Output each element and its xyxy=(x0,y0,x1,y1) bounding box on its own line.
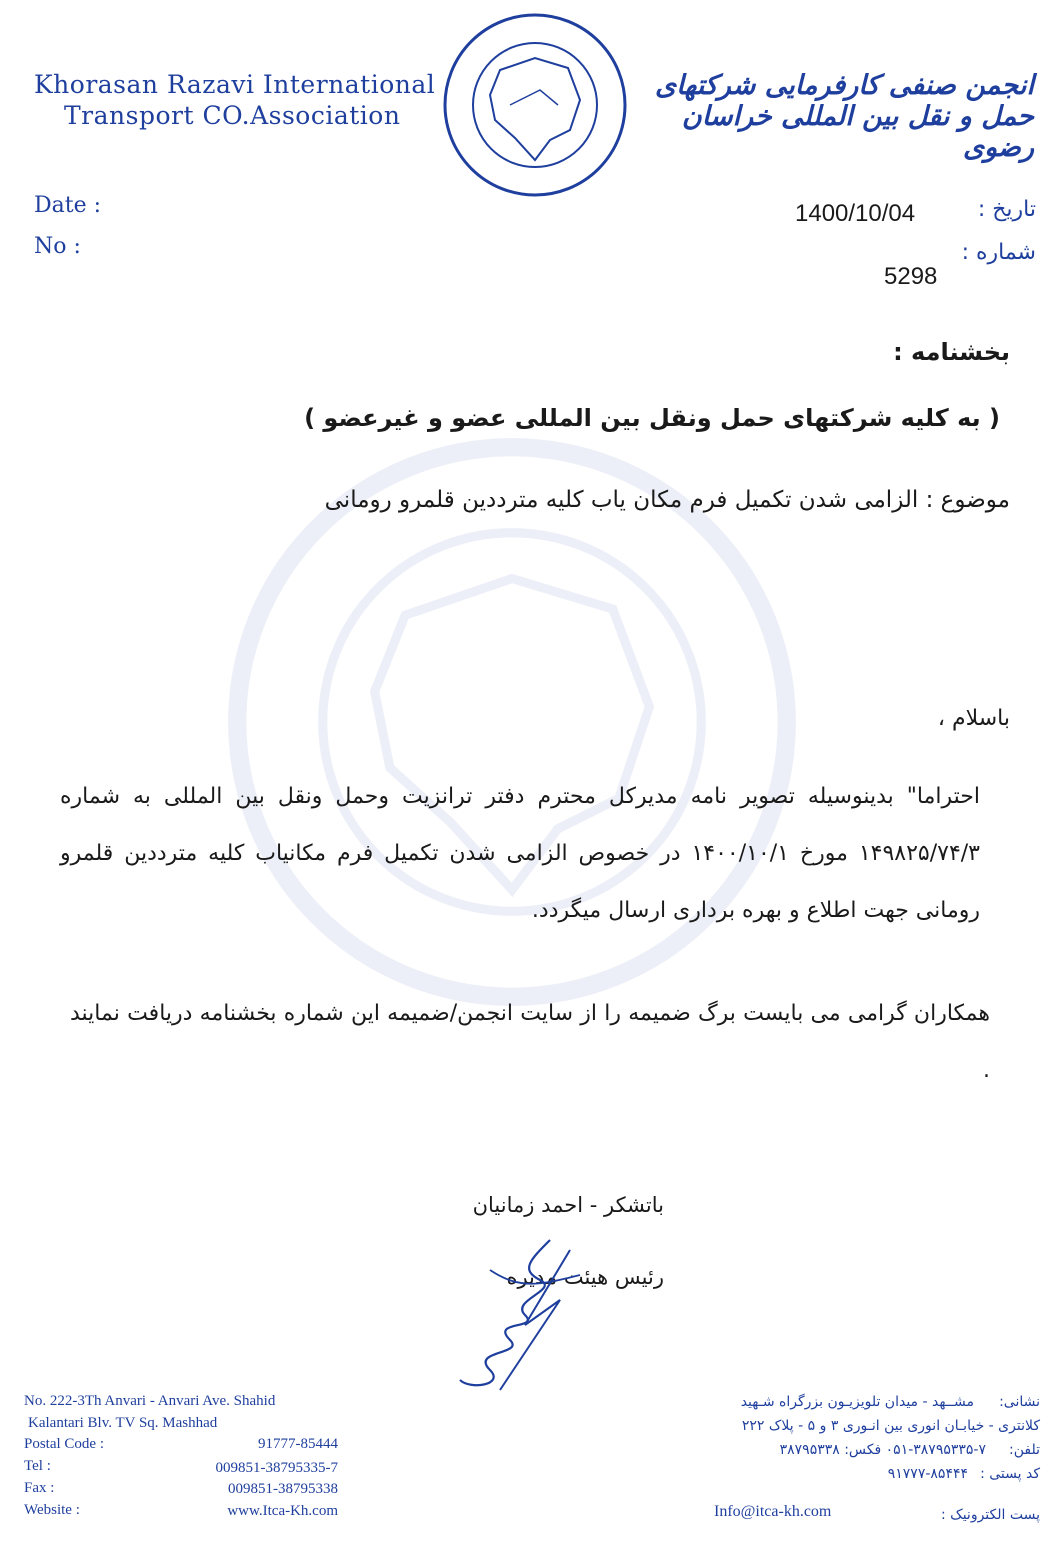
footer-tel-value: 009851-38795335-7 xyxy=(215,1460,338,1476)
footer-email-fa-label: پست الکترونیک : xyxy=(941,1507,1040,1523)
footer-address-fa-line1: مشــهد - میدان تلویزیـون بزرگراه شـهید xyxy=(740,1394,974,1410)
footer-website-label: Website : xyxy=(24,1502,80,1518)
signatory-name: باتشکر - احمد زمانیان xyxy=(472,1193,664,1217)
number-label-fa: شماره : xyxy=(961,240,1036,265)
letter-date: 1400/10/04 xyxy=(795,200,916,227)
footer-address-fa-line2: کلانتری - خیابـان انوری بین انـوری ۳ و ۵ - پلاک ۲۲۲ xyxy=(741,1418,1040,1434)
circular-heading: بخشنامه : xyxy=(893,338,1010,366)
footer-address-en-line2: Kalantari Blv. TV Sq. Mashhad xyxy=(28,1415,218,1431)
greeting: باسلام ، xyxy=(937,706,1010,731)
recipients-line: ( به کلیه شرکتهای حمل ونقل بین المللی عضو و غیرعضو ) xyxy=(304,404,1000,432)
footer-address-fa-label: نشانی: xyxy=(999,1394,1040,1410)
footer-postal-fa-label: کد پستی : xyxy=(980,1466,1040,1482)
letter-number: 5298 xyxy=(884,263,938,290)
org-name-en-line2: Transport CO.Association xyxy=(64,101,401,130)
footer-website-link: www.Itca-Kh.com xyxy=(227,1503,338,1519)
body-paragraph-2: همکاران گرامی می بایست برگ ضمیمه را از سایت انجمن/ضمیمه این شماره بخشنامه دریافت نمایند . xyxy=(70,1001,990,1083)
footer-address-en-line1: No. 222-3Th Anvari - Anvari Ave. Shahid xyxy=(24,1393,276,1409)
subject-line: موضوع : الزامی شدن تکمیل فرم مکان یاب کلیه مترددین قلمرو رومانی xyxy=(324,487,1010,513)
footer-fax-label: Fax : xyxy=(24,1480,55,1496)
footer-postal-label: Postal Code : xyxy=(24,1436,105,1452)
body-paragraph-1: احتراما" بدینوسیله تصویر نامه مدیرکل محترم دفتر ترانزیت وحمل ونقل بین المللی به شماره ۱۴۹۸۲۵/۷۴/۳ مورخ ۱۴۰۰/۱۰/۱ در خصوص الزامی شدن تکمیل فرم مکانیاب کلیه مترددین قلمرو رومانی جهت اطلاع و بهره برداری ارسال میگردد. xyxy=(60,784,980,923)
org-name-fa: انجمن صنفی کارفرمایی شرکتهای حمل و نقل بین المللی خراسان رضوی xyxy=(654,70,1034,163)
footer-postal-fa-value: ۹۱۷۷۷-۸۵۴۴۴ xyxy=(887,1466,968,1482)
date-label-en: Date : xyxy=(34,193,102,218)
footer-tel-fa-value: ۰۵۱-۳۸۷۹۵۳۳۵-۷ فکس: ۳۸۷۹۵۳۳۸ xyxy=(779,1442,986,1458)
footer-fax-value: 009851-38795338 xyxy=(228,1481,338,1497)
footer-email-link: Info@itca-kh.com xyxy=(714,1503,832,1520)
footer-postal-value: 91777-85444 xyxy=(258,1436,338,1452)
date-label-fa: تاریخ : xyxy=(977,197,1036,222)
association-seal-icon xyxy=(440,10,630,200)
number-label-en: No : xyxy=(34,234,81,259)
signatory-role: رئیس هیئت مدیره xyxy=(506,1265,664,1289)
handwritten-signature-icon xyxy=(430,1230,610,1400)
org-name-en-line1: Khorasan Razavi International xyxy=(34,70,436,99)
footer-tel-label: Tel : xyxy=(24,1458,51,1474)
footer-tel-fa-label: تلفن: xyxy=(1009,1442,1040,1458)
